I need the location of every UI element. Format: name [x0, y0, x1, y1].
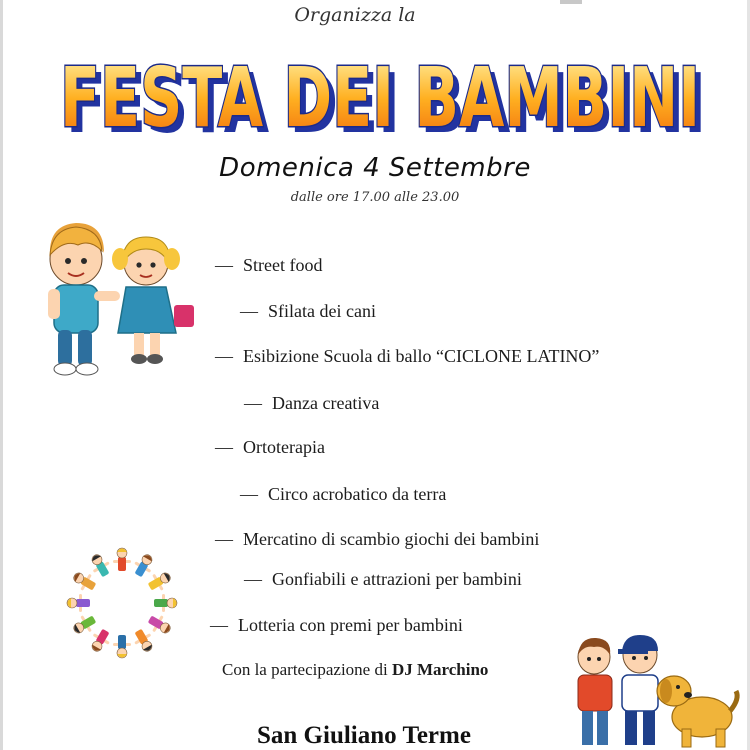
program-item: — Ortoterapia — [215, 437, 325, 457]
children-circle-illustration — [60, 545, 190, 665]
dj-name: DJ Marchino — [391, 660, 489, 679]
town-name: San Giuliano Terme — [257, 722, 471, 749]
program-item: — Street food — [215, 255, 323, 275]
event-hours: dalle ore 17.00 alle 23.00 — [290, 190, 460, 205]
title-text: FESTA DEI BAMBINI — [60, 51, 700, 142]
ring-child — [67, 594, 90, 612]
ring-child — [113, 548, 131, 571]
ring-child — [113, 635, 131, 658]
program-item: — Circo acrobatico da terra — [240, 484, 447, 504]
kids-with-dog-illustration — [570, 633, 740, 750]
program-item: — Lotteria con premi per bambini — [210, 615, 463, 635]
ring-child — [154, 594, 177, 612]
program-item: — Sfilata dei cani — [240, 301, 376, 321]
program-item: — Esibizione Scuola di ballo “CICLONE LATINO” — [215, 346, 600, 366]
program-item: — Danza creativa — [244, 393, 380, 413]
program-item: — Mercatino di scambio giochi dei bambini — [215, 529, 540, 549]
title-shadow: FESTA DEI BAMBINI — [66, 57, 706, 142]
kids-walking-illustration — [38, 215, 198, 380]
organizer-line: Organizza la — [294, 4, 416, 26]
program-item: — Gonfiabili e attrazioni per bambini — [244, 569, 522, 589]
event-title — [40, 42, 720, 142]
event-date: Domenica 4 Settembre — [219, 153, 531, 183]
participation-line: Con la partecipazione di DJ Marchino — [222, 660, 489, 679]
left-border — [0, 0, 3, 750]
